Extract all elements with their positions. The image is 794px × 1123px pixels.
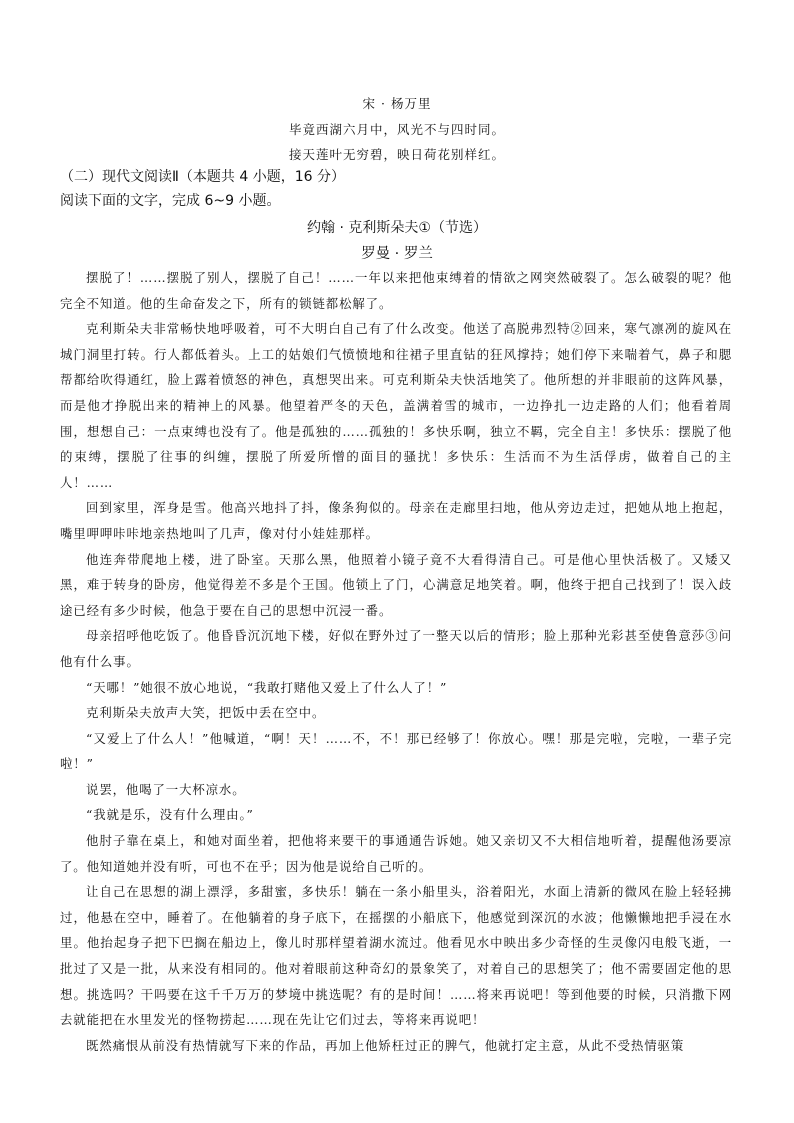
poem-line-1: 毕竟西湖六月中，风光不与四时同。 — [288, 122, 505, 137]
paragraph: 摆脱了！……摆脱了别人，摆脱了自己！……一年以来把他束缚着的情欲之网突然破裂了。怎么破裂的呢？他完全不知道。他的生命奋发之下，所有的锁链都松解了。 — [60, 270, 732, 311]
paragraph: 克利斯朵夫放声大笑，把饭中丢在空中。 — [86, 705, 326, 721]
article-author: 罗曼 · 罗兰 — [361, 246, 433, 262]
paragraph: 让自己在思想的湖上漂浮，多甜蜜，多快乐！躺在一条小船里头，浴着阳光，水面上清新的微风在脸上轻轻拂过，他悬在空中，睡着了。在他躺着的身子底下，在摇摆的小船底下，他感觉到深沉的水波；他懒懒地把手浸在水里。他抬起身子把下巴搁在船边上，像儿时那样望着湖水流过。他看见水中映出多少奇怪的生灵像闪电般飞逝，一批过了又是一批，从来没有相同的。他对着眼前这种奇幻的景象笑了，对着自己的思想笑了；他不需要固定他的思想。挑选吗？干吗要在这千千万万的梦境中挑选呢？有的是时间！……将来再说吧！等到他要的时候，只消撒下网去就能把在水里发光的怪物捞起……现在先让它们过去，等将来再说吧！ — [60, 884, 732, 1028]
article-body — [60, 265, 732, 1058]
paragraph: 他肘子靠在桌上，和她对面坐着，把他将来要干的事通通告诉她。她又亲切又不大相信地听着，提醒他汤要凉了。他知道她并没有听，可也不在乎；因为他是说给自己听的。 — [60, 833, 732, 874]
paragraph: 克利斯朵夫非常畅快地呼吸着，可不大明白自己有了什么改变。他送了高脱弗烈特②回来，寒气凛冽的旋风在城门洞里打转。行人都低着头。上工的姑娘们气愤愤地和往裙子里直钻的狂风撑持；她们停下来喘着气，鼻子和腮帮都给吹得通红，脸上露着愤怒的神色，真想哭出来。可克利斯朵夫快活地笑了。他所想的并非眼前的这阵风暴，而是他才挣脱出来的精神上的风暴。他望着严冬的天色，盖满着雪的城市，一边挣扎一边走路的人们；他看着周围，想想自己：一点束缚也没有了。他是孤独的……孤独的！多快乐啊，独立不羁，完全自主！多快乐：摆脱了他的束缚，摆脱了往事的纠缠，摆脱了所爱所憎的面目的骚扰！多快乐：生活而不为生活俘虏，做着自己的主人！…… — [60, 321, 732, 490]
section-heading: （二）现代文阅读Ⅱ（本题共 4 小题，16 分） — [60, 169, 345, 185]
section-instruction: 阅读下面的文字，完成 6~9 小题。 — [60, 193, 281, 209]
paragraph: 既然痛恨从前没有热情就写下来的作品，再加上他矫枉过正的脾气，他就打定主意，从此不受热情驱策 — [86, 1037, 685, 1053]
paragraph: 母亲招呼他吃饭了。他昏昏沉沉地下楼，好似在野外过了一整天以后的情形；脸上那种光彩甚至使鲁意莎③问他有什么事。 — [60, 628, 732, 669]
article-title: 约翰 · 克利斯朵夫①（节选） — [307, 220, 487, 236]
paragraph: 回到家里，浑身是雪。他高兴地抖了抖，像条狗似的。母亲在走廊里扫地，他从旁边走过，把她从地上抱起，嘴里呷呷咔咔地亲热地叫了几声，像对付小娃娃那样。 — [60, 500, 732, 541]
paragraph: “天哪！”她很不放心地说，“我敢打赌他又爱上了什么人了！” — [86, 679, 448, 695]
paragraph: “又爱上了什么人！”他喊道，“啊！天！……不，不！那已经够了！你放心。嘿！那是完啦，完啦，一辈子完啦！” — [60, 730, 732, 772]
paragraph: 说罢，他喝了一大杯凉水。 — [86, 781, 246, 797]
poem-line-2: 接天莲叶无穷碧，映日荷花别样红。 — [288, 147, 505, 162]
paragraph: 他连奔带爬地上楼，进了卧室。天那么黑，他照着小镜子竟不大看得清自己。可是他心里快活极了。又矮又黑，难于转身的卧房，他觉得差不多是个王国。他锁上了门，心满意足地笑着。啊，他终于把自己找到了！误入歧途已经有多少时候，他急于要在自己的思想中沉浸一番。 — [60, 551, 732, 618]
poem-author: 宋 · 杨万里 — [362, 96, 432, 111]
paragraph: “我就是乐，没有什么理由。” — [86, 807, 254, 823]
